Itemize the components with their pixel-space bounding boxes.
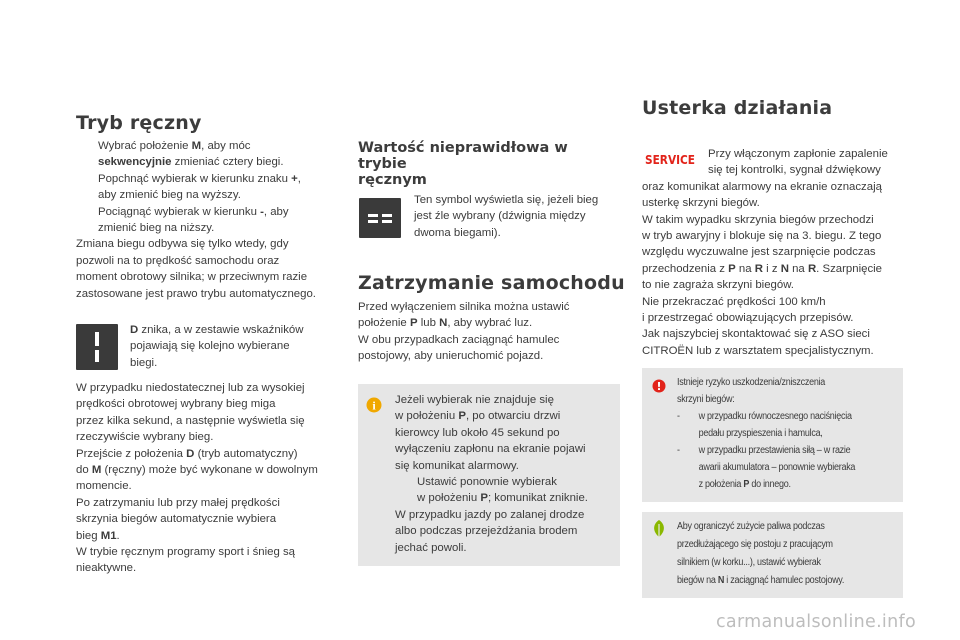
d-display-text: D znika, a w zestawie wskaźników pojawiają się kolejno wybierane biegi. xyxy=(130,324,304,369)
checkbox-bullet-icon xyxy=(76,204,98,237)
invalid-symbol-text: Ten symbol wyświetla się, jeżeli bieg jest źle wybrany (dźwignia między dwoma biegami). xyxy=(414,194,599,239)
paragraph-gear-change: Zmiana biegu odbywa się tylko wtedy, gdy pozwoli na to prędkość samochodu oraz moment obrotowy silnika; w przeciwnym razie zastosowane jest prawo trybu automatycznego. xyxy=(76,238,316,300)
section-title-manual-mode: Tryb ręczny xyxy=(76,112,202,134)
info-icon xyxy=(366,394,382,416)
eco-leaf-icon xyxy=(650,518,668,540)
svg-text:SERVICE: SERVICE xyxy=(645,152,695,167)
gear-display-glyph-icon xyxy=(76,324,118,370)
checkbox-bullet-icon xyxy=(76,171,98,204)
malfunction-text: oraz komunikat alarmowy na ekranie oznaczają usterkę skrzyni biegów. W takim wypadku skrzynia biegów przechodzi w tryb awaryjny i blokuje się na 3. biegu. Z tego względu wyczuwalne jest szarpnięcie podczas przechodzenia z P na R i z N na R. Szarpnięcie to nie zagraża skrzyni biegów. Nie przekraczać prędkości 100 km/h i przestrzegać obowiązujących przepisów. Jak najszybciej skontaktować się z ASO sieci CITROËN lub z warsztatem specjalistycznym. xyxy=(642,180,883,357)
watermark: carmanualsonline.info xyxy=(716,612,916,632)
service-icon xyxy=(642,146,698,170)
invalid-gear-symbol-icon xyxy=(359,198,401,238)
double-dash-icon xyxy=(359,198,401,238)
svg-text:!: ! xyxy=(656,380,662,393)
section-title-invalid-value: Wartość nieprawidłowa w trybie ręcznym xyxy=(358,140,568,188)
manual-mode-notes: W przypadku niedostatecznej lub za wysokiej prędkości obrotowej wybrany bieg miga przez kilka sekund, a następnie wyświetla się rzeczywiście wybrany bieg. Przejście z położenia D (tryb automatyczny) do M (ręczny) może być wykonane w dowolnym momencie. Po zatrzymaniu lub przy małej prędkości skrzynia biegów automatycznie wybiera bieg M1. W trybie ręcznym programy sport i śnieg są nieaktywne. xyxy=(76,382,318,575)
checkbox-bullet-icon xyxy=(395,474,417,507)
section-title-malfunction: Usterka działania xyxy=(642,97,833,119)
warning-exclamation-icon xyxy=(652,376,666,396)
section-title-vehicle-stop: Zatrzymanie samochodu xyxy=(358,272,625,294)
svg-text:i: i xyxy=(372,398,376,413)
bullet-item: Pociągnąć wybierak w kierunku -, aby zmienić bieg na niższy. xyxy=(76,204,351,237)
checkbox-bullet-icon xyxy=(76,138,98,171)
warning-note-box: ! Istnieje ryzyko uszkodzenia/zniszczenia skrzyni biegów: - w przypadku równoczesnego naciśnięcia pedału przyspieszenia i hamulca, - w przypadku przestawienia siłą – w razie awarii akumulatora – ponownie wybieraka z położenia P do innego. xyxy=(642,368,903,502)
manual-mode-bullets xyxy=(76,138,351,302)
service-warning-light-icon xyxy=(642,146,698,170)
bullet-item: Ustawić ponownie wybierak w położeniu P; komunikat zniknie. xyxy=(395,474,617,507)
gear-display-icon xyxy=(76,324,118,370)
bullet-item: Popchnąć wybierak w kierunku znaku +, aby zmienić bieg na wyższy. xyxy=(76,171,351,204)
malfunction-intro-text: Przy włączonym zapłonie zapalenie się tej kontrolki, sygnał dźwiękowy xyxy=(708,148,888,177)
dash-bullet-item: - w przypadku przestawienia siłą – w razie awarii akumulatora – ponownie wybieraka z położenia P do innego. xyxy=(677,445,856,490)
eco-note-box: Aby ograniczyć zużycie paliwa podczas przedłużającego się postoju z pracującym silnikiem (w korku...), ustawić wybierak biegów na N i zaciągnąć hamulec postojowy. xyxy=(642,512,903,598)
vehicle-stop-text: Przed wyłączeniem silnika można ustawić położenie P lub N, aby wybrać luz. W obu przypadkach zaciągnąć hamulec postojowy, aby unieruchomić pojazd. xyxy=(358,301,570,363)
info-note-box: i Jeżeli wybierak nie znajduje się w położeniu P, po otwarciu drzwi kierowcy lub około 45 sekund po wyłączeniu zapłonu na ekranie pojawi się komunikat alarmowy. Ustawić ponownie wybierak w położeniu P; komunikat zniknie. W przypadku jazdy po zalanej drodze albo podczas przejeżdżania brodem jechać powoli. xyxy=(358,384,620,566)
dash-bullet-item: - w przypadku równoczesnego naciśnięcia pedału przyspieszenia i hamulca, xyxy=(677,411,852,439)
bullet-item: Wybrać położenie M, aby móc sekwencyjnie zmieniać cztery biegi. xyxy=(76,138,351,171)
